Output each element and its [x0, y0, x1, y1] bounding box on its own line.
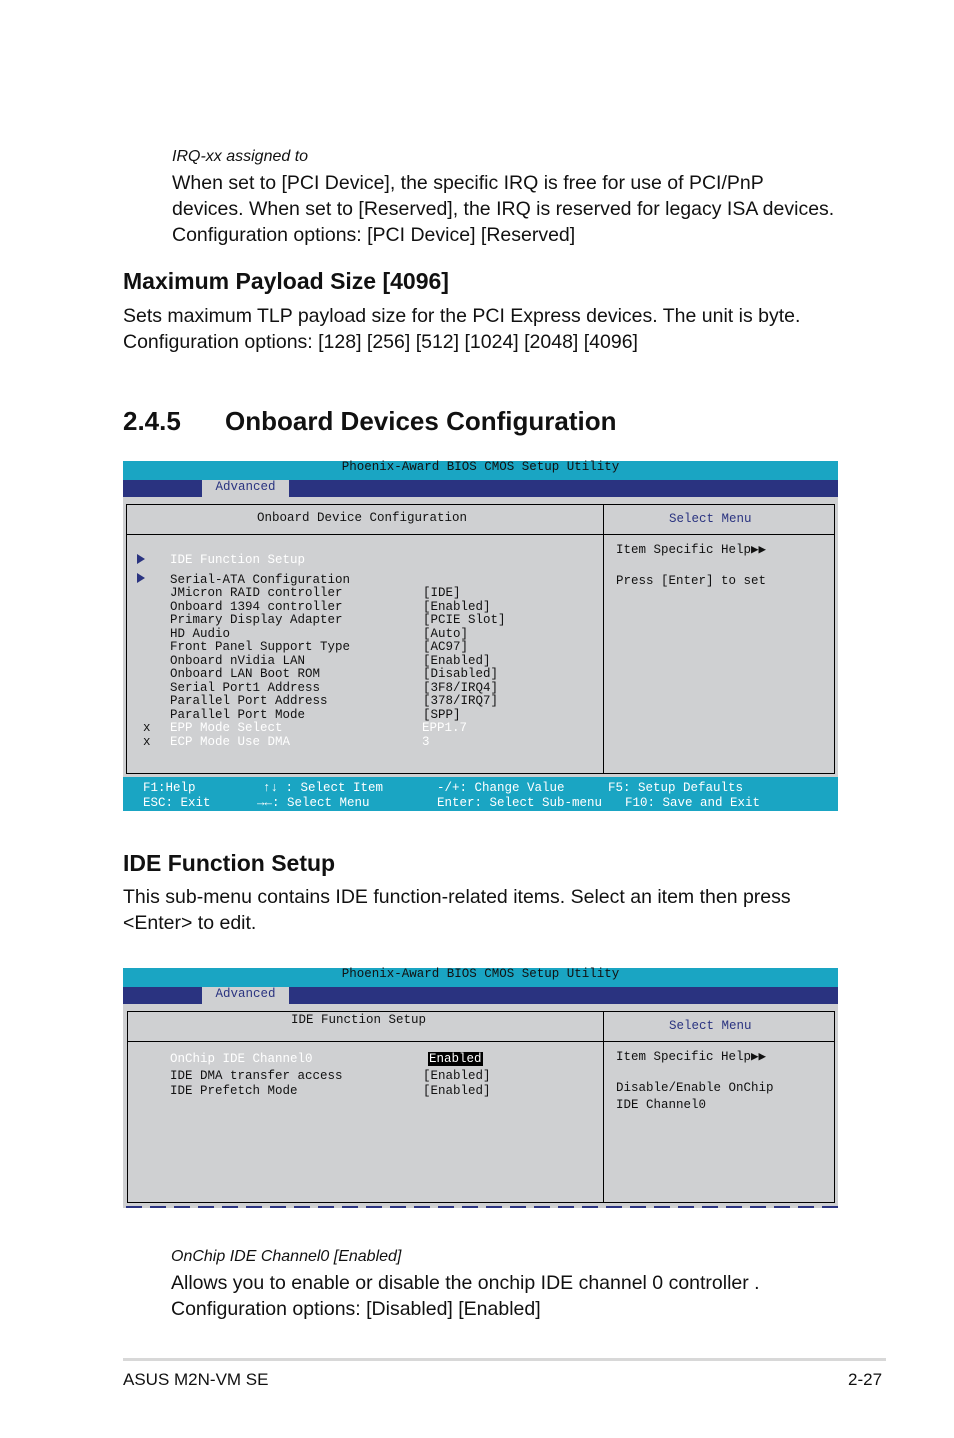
footer-product: ASUS M2N-VM SE — [123, 1370, 269, 1389]
item-value[interactable]: [PCIE Slot] — [423, 613, 506, 627]
bios-header-divider — [126, 534, 835, 535]
key-esc-exit: ESC: Exit — [143, 796, 211, 810]
dash-segment — [654, 1206, 670, 1208]
dash-segment — [414, 1206, 430, 1208]
bios-panel-divider — [603, 1011, 604, 1202]
help-title-text: Item Specific Help — [616, 543, 752, 557]
section-title: Onboard Devices Configuration — [225, 406, 617, 436]
dash-segment — [534, 1206, 550, 1208]
item-value[interactable]: [3F8/IRQ4] — [423, 680, 499, 695]
item-value[interactable]: [Enabled] — [423, 653, 491, 668]
bios-footer — [123, 777, 838, 811]
ide-heading: IDE Function Setup — [123, 850, 336, 876]
side-title: Select Menu — [669, 512, 752, 526]
dash-segment — [486, 1206, 502, 1208]
bios-screen-onboard — [123, 461, 838, 811]
disabled-item-label: ECP Mode Use DMA — [170, 734, 291, 749]
payload-heading: Maximum Payload Size [4096] — [123, 268, 449, 294]
bios-title-bar: Phoenix-Award BIOS CMOS Setup Utility — [123, 968, 838, 987]
help-title — [616, 1051, 766, 1064]
bios-header-divider — [127, 1041, 835, 1042]
dash-segment — [750, 1206, 766, 1208]
dash-segment — [630, 1206, 646, 1208]
payload-line-1: Sets maximum TLP payload size for the PCI Express devices. The unit is byte. — [123, 305, 801, 327]
bios-panel-divider — [603, 504, 604, 773]
item-value-onchip-ide[interactable] — [428, 1053, 483, 1066]
tab-advanced[interactable]: Advanced — [202, 987, 289, 1004]
double-arrow-icon: ▶▶ — [751, 543, 767, 557]
irq-sub-heading: IRQ-xx assigned to — [172, 148, 309, 165]
dash-segment — [198, 1206, 214, 1208]
panel-title: Onboard Device Configuration — [257, 511, 468, 525]
irq-line-3: Configuration options: [PCI Device] [Reserved] — [172, 224, 576, 246]
item-value[interactable]: [Disabled] — [423, 667, 499, 681]
irq-paragraph — [172, 170, 834, 248]
ide-line-2: <Enter> to edit. — [123, 912, 257, 934]
dash-segment — [438, 1206, 454, 1208]
panel-title: IDE Function Setup — [291, 1013, 427, 1027]
ide-line-1: This sub-menu contains IDE function-related items. Select an item then press — [123, 886, 791, 908]
key-enter-submenu: Enter: Select Sub-menu — [437, 796, 603, 810]
onchip-paragraph — [171, 1270, 760, 1322]
onchip-line-1: Allows you to enable or disable the onchip IDE channel 0 controller . — [171, 1272, 760, 1294]
dash-segment — [582, 1206, 598, 1208]
submenu-arrow-icon — [137, 554, 145, 568]
dash-segment — [246, 1206, 262, 1208]
payload-line-2: Configuration options: [128] [256] [512] [1024] [2048] [4096] — [123, 331, 638, 353]
irq-line-1: When set to [PCI Device], the specific IRQ is free for use of PCI/PnP — [172, 172, 764, 194]
ide-paragraph — [123, 884, 791, 936]
bios-main-panel — [127, 1011, 835, 1203]
dash-segment — [774, 1206, 790, 1208]
section-number: 2.4.5 — [123, 406, 181, 436]
bios-screen-ide — [123, 968, 838, 1208]
dash-segment — [126, 1206, 142, 1208]
disabled-mark: x — [143, 734, 151, 749]
item-value[interactable]: [378/IRQ7] — [423, 694, 499, 708]
dash-segment — [222, 1206, 238, 1208]
help-title-text: Item Specific Help — [616, 1050, 752, 1064]
item-label: HD Audio — [170, 626, 231, 641]
key-f5-defaults: F5: Setup Defaults — [608, 781, 744, 795]
item-value[interactable]: [Enabled] — [423, 1069, 491, 1083]
key-select-menu: →←: Select Menu — [257, 796, 370, 810]
disabled-mark: x — [143, 721, 151, 735]
dash-segment — [270, 1206, 286, 1208]
item-label: Onboard nVidia LAN — [170, 653, 306, 668]
dash-segment — [702, 1206, 718, 1208]
item-label: Onboard 1394 controller — [170, 599, 343, 614]
bios-title-bar: Phoenix-Award BIOS CMOS Setup Utility — [123, 461, 838, 480]
dash-segment — [726, 1206, 742, 1208]
dash-segment — [366, 1206, 382, 1208]
dash-segment — [822, 1206, 838, 1208]
dash-segment — [150, 1206, 166, 1208]
item-label: Front Panel Support Type — [170, 640, 351, 654]
dash-segment — [510, 1206, 526, 1208]
key-f1-help: F1:Help — [143, 781, 196, 795]
irq-line-2: devices. When set to [Reserved], the IRQ is reserved for legacy ISA devices. — [172, 198, 835, 220]
tab-advanced[interactable]: Advanced — [202, 480, 289, 497]
dash-segment — [798, 1206, 814, 1208]
dash-segment — [390, 1206, 406, 1208]
item-value[interactable]: [Auto] — [423, 626, 469, 641]
dash-segment — [606, 1206, 622, 1208]
onchip-line-2: Configuration options: [Disabled] [Enabled] — [171, 1298, 541, 1320]
onchip-sub-heading: OnChip IDE Channel0 [Enabled] — [171, 1248, 402, 1265]
dash-segment — [174, 1206, 190, 1208]
disabled-item-value: EPP1.7 — [422, 721, 468, 735]
screen-cutoff-dashes — [123, 1206, 838, 1208]
item-value[interactable]: [Enabled] — [423, 599, 491, 614]
dash-segment — [558, 1206, 574, 1208]
key-f10-save: F10: Save and Exit — [625, 796, 761, 810]
dash-segment — [294, 1206, 310, 1208]
item-label: Serial Port1 Address — [170, 680, 321, 695]
footer-page-number: 2-27 — [848, 1370, 883, 1389]
help-title — [616, 544, 766, 557]
dash-segment — [462, 1206, 478, 1208]
side-title: Select Menu — [669, 1019, 752, 1033]
double-arrow-icon: ▶▶ — [751, 1050, 767, 1064]
dash-segment — [342, 1206, 358, 1208]
payload-paragraph — [123, 303, 800, 355]
item-label: IDE Prefetch Mode — [170, 1084, 298, 1098]
dash-segment — [318, 1206, 334, 1208]
item-label: Onboard LAN Boot ROM — [170, 667, 321, 681]
item-label: JMicron RAID controller — [170, 586, 343, 600]
item-label: Parallel Port Mode — [170, 707, 306, 722]
help-text: Press [Enter] to set — [616, 574, 767, 588]
footer-rule — [123, 1358, 886, 1361]
help-text-line-1: Disable/Enable OnChip — [616, 1081, 774, 1095]
item-label: Primary Display Adapter — [170, 613, 343, 627]
item-value[interactable]: [IDE] — [423, 586, 461, 600]
help-text-line-2: IDE Channel0 — [616, 1098, 707, 1112]
item-label-onchip-ide: OnChip IDE Channel0 — [170, 1052, 313, 1066]
submenu-ide-function-setup[interactable]: IDE Function Setup — [170, 553, 306, 567]
item-label: Parallel Port Address — [170, 694, 328, 708]
key-change-value: -/+: Change Value — [437, 781, 565, 795]
item-label: IDE DMA transfer access — [170, 1069, 343, 1083]
disabled-item-label: EPP Mode Select — [170, 721, 283, 735]
key-select-item: ↑↓ : Select Item — [263, 781, 384, 795]
item-value[interactable]: [Enabled] — [423, 1084, 491, 1098]
selected-value: Enabled — [429, 1052, 482, 1066]
dash-segment — [678, 1206, 694, 1208]
item-value[interactable]: [AC97] — [423, 640, 469, 654]
submenu-arrow-icon — [137, 573, 145, 587]
item-value[interactable]: [SPP] — [423, 707, 461, 722]
disabled-item-value: 3 — [422, 734, 430, 749]
submenu-serial-ata[interactable]: Serial-ATA Configuration — [170, 573, 351, 587]
